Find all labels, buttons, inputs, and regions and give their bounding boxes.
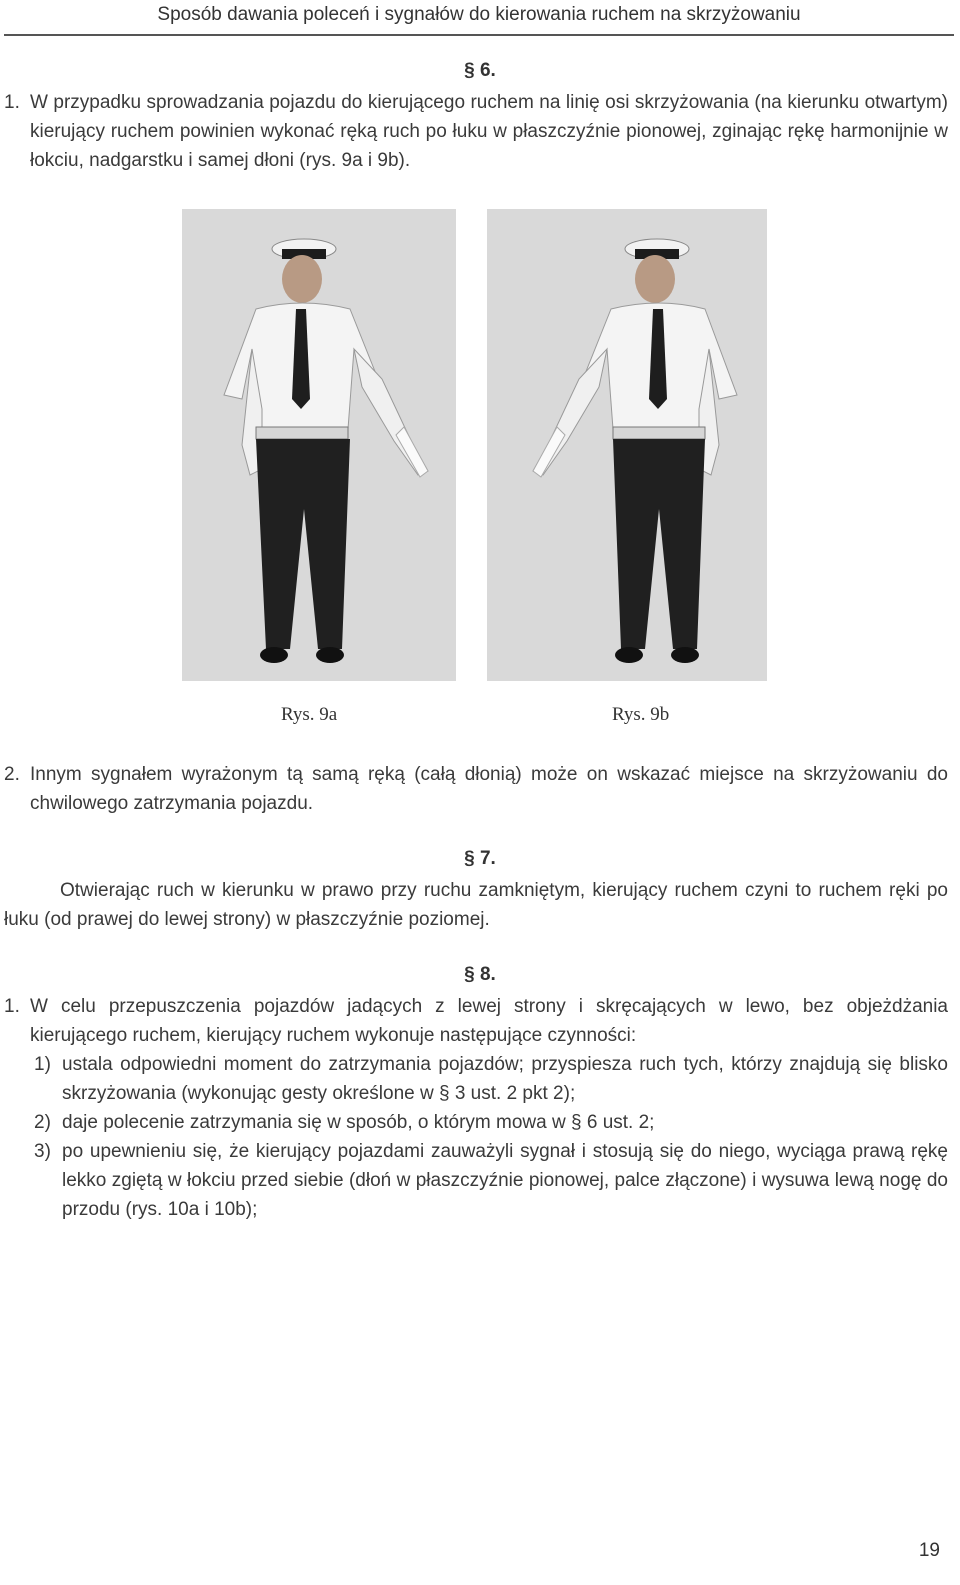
list-item xyxy=(4,1050,948,1108)
paragraph-text: W przypadku sprowadzania pojazdu do kierującego ruchem na linię osi skrzyżowania (na kierunku otwartym) kierujący ruchem powinien wykonać ręką ruch po łuku w płaszczyźnie pionowej, zginając rękę harmonijnie w łokciu, nadgarstku i samej dłoni (rys. 9a i 9b). xyxy=(30,92,948,171)
list-item-text: daje polecenie zatrzymania się w sposób, o którym mowa w § 6 ust. 2; xyxy=(62,1112,655,1133)
figure-9a-caption: Rys. 9a xyxy=(281,704,338,725)
paragraph-text: Otwierając ruch w kierunku w prawo przy ruchu zamkniętym, kierujący ruchem czyni to ruchem ręki po łuku (od prawej do lewej strony) w płaszczyźnie poziomej. xyxy=(4,880,948,930)
running-header xyxy=(4,0,954,36)
list-item-number: 1) xyxy=(34,1054,51,1075)
section-7-paragraph xyxy=(4,876,948,934)
list-item-number: 3) xyxy=(34,1141,51,1162)
section-8-content xyxy=(4,992,948,1224)
header-title: Sposób dawania poleceń i sygnałów do kierowania ruchem na skrzyżowaniu xyxy=(157,4,801,25)
section-8-heading: § 8. xyxy=(464,964,496,985)
list-item xyxy=(4,1137,948,1224)
list-item-number: 2) xyxy=(34,1112,51,1133)
page-number: 19 xyxy=(918,1540,940,1561)
paragraph-number: 1. xyxy=(4,996,20,1017)
section-6-paragraph-1 xyxy=(4,88,948,175)
paragraph-1 xyxy=(4,992,948,1050)
list-item-text: ustala odpowiedni moment do zatrzymania pojazdów; przyspiesza ruch tych, którzy znajdują się blisko skrzyżowania (wykonując gesty określone w § 3 ust. 2 pkt 2); xyxy=(62,1054,948,1104)
paragraph-number: 1. xyxy=(4,92,20,113)
officer-figure-illustration xyxy=(182,209,456,681)
paragraph-1 xyxy=(4,88,948,175)
list-item-text: po upewnieniu się, że kierujący pojazdami zauważyli sygnał i stosują się do niego, wyciąga prawą rękę lekko zgiętą w łokciu przed siebie (dłoń w płaszczyźnie pionowej, palce złączone) i wysuwa lewą nogę do przodu (rys. 10a i 10b); xyxy=(62,1141,948,1220)
officer-figure-illustration xyxy=(487,209,767,681)
section-6-paragraph-2 xyxy=(4,760,948,818)
section-7-heading: § 7. xyxy=(464,848,496,869)
figure-9b-photo xyxy=(487,209,767,681)
list-item xyxy=(4,1108,948,1137)
paragraph-number: 2. xyxy=(4,764,20,785)
paragraph-text: Innym sygnałem wyrażonym tą samą ręką (całą dłonią) może on wskazać miejsce na skrzyżowaniu do chwilowego zatrzymania pojazdu. xyxy=(30,764,948,814)
paragraph-text: W celu przepuszczenia pojazdów jadących z lewej strony i skręcających w lewo, bez objeżdżania kierującego ruchem, kierujący ruchem wykonuje następujące czynności: xyxy=(30,996,948,1046)
section-6-heading: § 6. xyxy=(464,60,496,81)
figure-9a-photo xyxy=(182,209,456,681)
figure-9b-caption: Rys. 9b xyxy=(612,704,670,725)
